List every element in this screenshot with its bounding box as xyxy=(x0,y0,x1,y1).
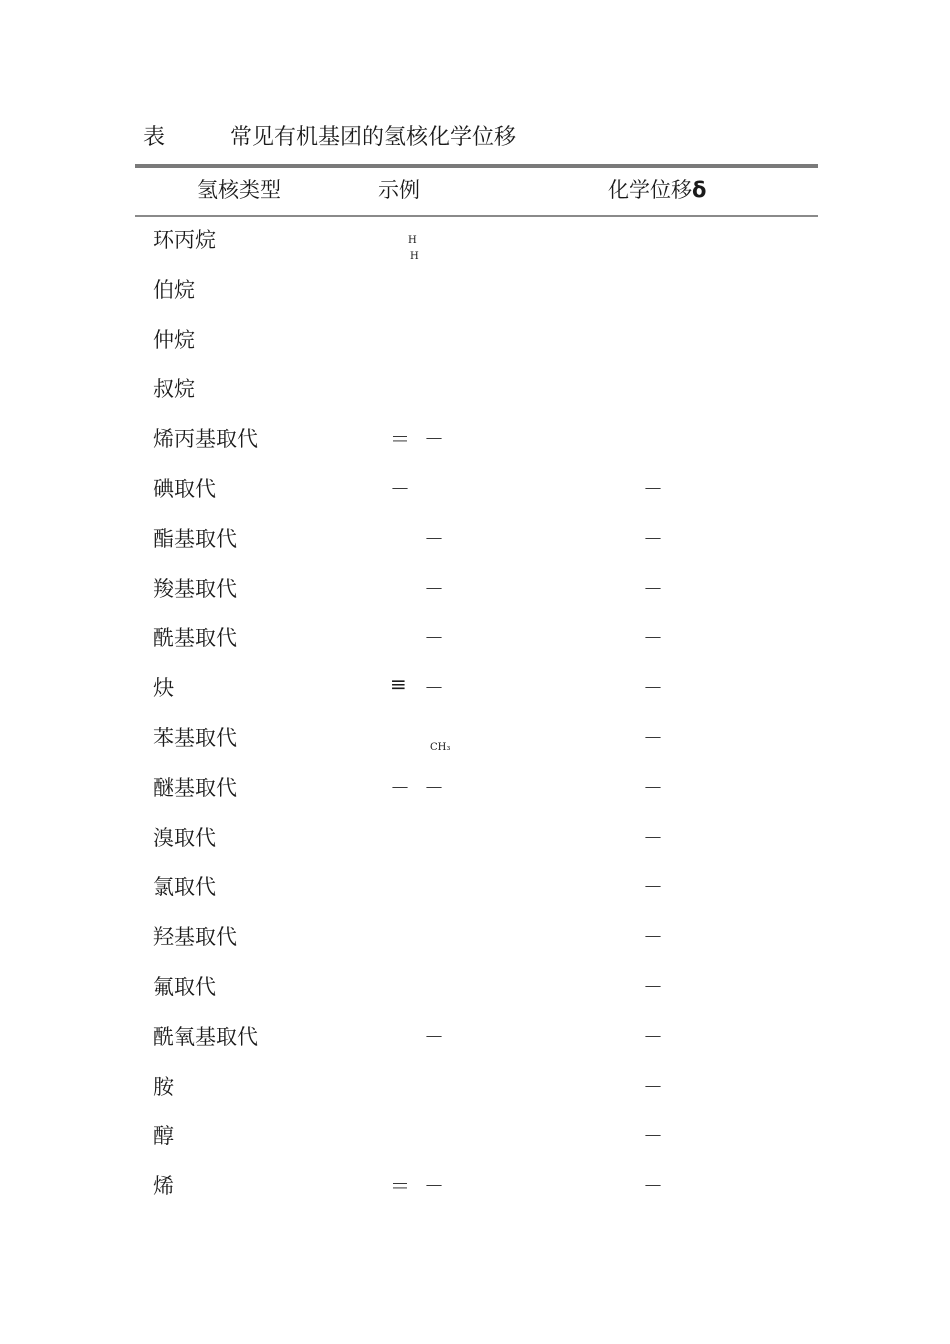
example-cell xyxy=(390,921,530,971)
chemical-shift-cell: － xyxy=(643,1074,663,1099)
example-cell xyxy=(390,822,530,872)
hydrogen-type-cell: 氟取代 xyxy=(153,975,216,999)
hydrogen-type-cell: 溴取代 xyxy=(153,825,216,850)
table-row xyxy=(135,1120,818,1170)
table-row xyxy=(135,573,818,623)
table-row xyxy=(135,772,818,822)
chemical-shift-cell: － xyxy=(643,526,663,551)
table-row xyxy=(135,224,818,274)
caption-label: 表 xyxy=(143,125,166,150)
table-row xyxy=(135,971,818,1021)
header-example: 示例 xyxy=(378,178,420,202)
table-row xyxy=(135,722,818,772)
hydrogen-type-cell: 胺 xyxy=(153,1074,174,1099)
example-cell xyxy=(390,523,530,573)
table-row xyxy=(135,672,818,722)
table-top-rule xyxy=(135,164,818,168)
example-fragment: － xyxy=(424,427,444,452)
caption-title: 常见有机基团的氢核化学位移 xyxy=(230,125,517,150)
hydrogen-type-cell: 羟基取代 xyxy=(153,925,237,950)
table-header-rule xyxy=(135,215,818,217)
table-row xyxy=(135,523,818,573)
example-fragment: － xyxy=(424,626,444,651)
example-fragment: CH₃ xyxy=(430,742,451,753)
hydrogen-type-cell: 醚基取代 xyxy=(153,775,237,800)
example-cell xyxy=(390,772,530,822)
hydrogen-type-cell: 酰基取代 xyxy=(153,626,237,651)
hydrogen-type-cell: 仲烷 xyxy=(153,327,195,352)
table-row xyxy=(135,1071,818,1121)
example-cell xyxy=(390,423,530,473)
chemical-shift-cell: － xyxy=(643,925,663,950)
example-cell xyxy=(390,672,530,722)
table-row xyxy=(135,921,818,971)
chemical-shift-cell: － xyxy=(643,576,663,601)
chemical-shift-cell: － xyxy=(643,875,663,900)
hydrogen-type-cell: 苯基取代 xyxy=(153,726,237,750)
chemical-shift-cell: － xyxy=(643,1124,663,1149)
table-caption xyxy=(143,120,516,151)
chemical-shift-cell: － xyxy=(643,1174,663,1199)
header-delta-symbol: δ xyxy=(692,178,707,202)
chemical-shift-cell: － xyxy=(643,676,663,701)
hydrogen-type-cell: 叔烷 xyxy=(153,377,195,402)
example-cell xyxy=(390,573,530,623)
example-cell xyxy=(390,373,530,423)
hydrogen-type-cell: 酯基取代 xyxy=(153,526,237,551)
example-fragment: H xyxy=(408,235,417,246)
table-row xyxy=(135,423,818,473)
chemical-shift-cell: － xyxy=(643,775,663,800)
example-cell xyxy=(390,722,530,772)
chemical-shift-cell: － xyxy=(643,626,663,651)
example-cell xyxy=(390,871,530,921)
example-fragment: － xyxy=(424,1024,444,1049)
example-cell xyxy=(390,1120,530,1170)
example-fragment: ＝ xyxy=(390,1174,410,1199)
example-fragment: － xyxy=(390,775,410,800)
example-cell xyxy=(390,971,530,1021)
example-cell xyxy=(390,324,530,374)
chemical-shift-cell: － xyxy=(643,975,663,999)
header-chemical-shift xyxy=(608,174,706,204)
example-fragment: － xyxy=(424,1174,444,1199)
table-row xyxy=(135,822,818,872)
hydrogen-type-cell: 氯取代 xyxy=(153,875,216,900)
hydrogen-type-cell: 醇 xyxy=(153,1124,174,1149)
hydrogen-type-cell: 碘取代 xyxy=(153,477,216,501)
hydrogen-type-cell: 环丙烷 xyxy=(153,228,216,252)
example-fragment: － xyxy=(424,576,444,601)
example-cell xyxy=(390,1170,530,1220)
chemical-shift-cell: － xyxy=(643,825,663,850)
table-row xyxy=(135,871,818,921)
table-row xyxy=(135,373,818,423)
hydrogen-type-cell: 烯丙基取代 xyxy=(153,427,258,452)
example-cell xyxy=(390,1071,530,1121)
table-row xyxy=(135,1170,818,1220)
example-fragment: H xyxy=(410,251,419,262)
example-fragment: ≡ xyxy=(390,672,407,697)
example-cell xyxy=(390,622,530,672)
table-row xyxy=(135,473,818,523)
example-fragment: ＝ xyxy=(390,427,410,452)
hydrogen-type-cell: 酰氧基取代 xyxy=(153,1024,258,1049)
table-row xyxy=(135,274,818,324)
chemical-shift-cell: － xyxy=(643,726,663,750)
example-fragment: － xyxy=(424,526,444,551)
table-row xyxy=(135,324,818,374)
example-cell xyxy=(390,473,530,523)
header-shift-text: 化学位移 xyxy=(608,178,692,202)
hydrogen-type-cell: 烯 xyxy=(153,1174,174,1199)
chemical-shift-cell: － xyxy=(643,1024,663,1049)
header-hydrogen-type: 氢核类型 xyxy=(197,178,281,202)
example-cell xyxy=(390,224,530,274)
example-fragment: － xyxy=(390,477,410,501)
example-fragment: － xyxy=(424,676,444,701)
table-row xyxy=(135,1021,818,1071)
example-cell xyxy=(390,1021,530,1071)
chemical-shift-cell: － xyxy=(643,477,663,501)
hydrogen-type-cell: 伯烷 xyxy=(153,277,195,302)
hydrogen-type-cell: 炔 xyxy=(153,676,174,701)
example-cell xyxy=(390,274,530,324)
hydrogen-type-cell: 羧基取代 xyxy=(153,576,237,601)
example-fragment: － xyxy=(424,775,444,800)
table-row xyxy=(135,622,818,672)
